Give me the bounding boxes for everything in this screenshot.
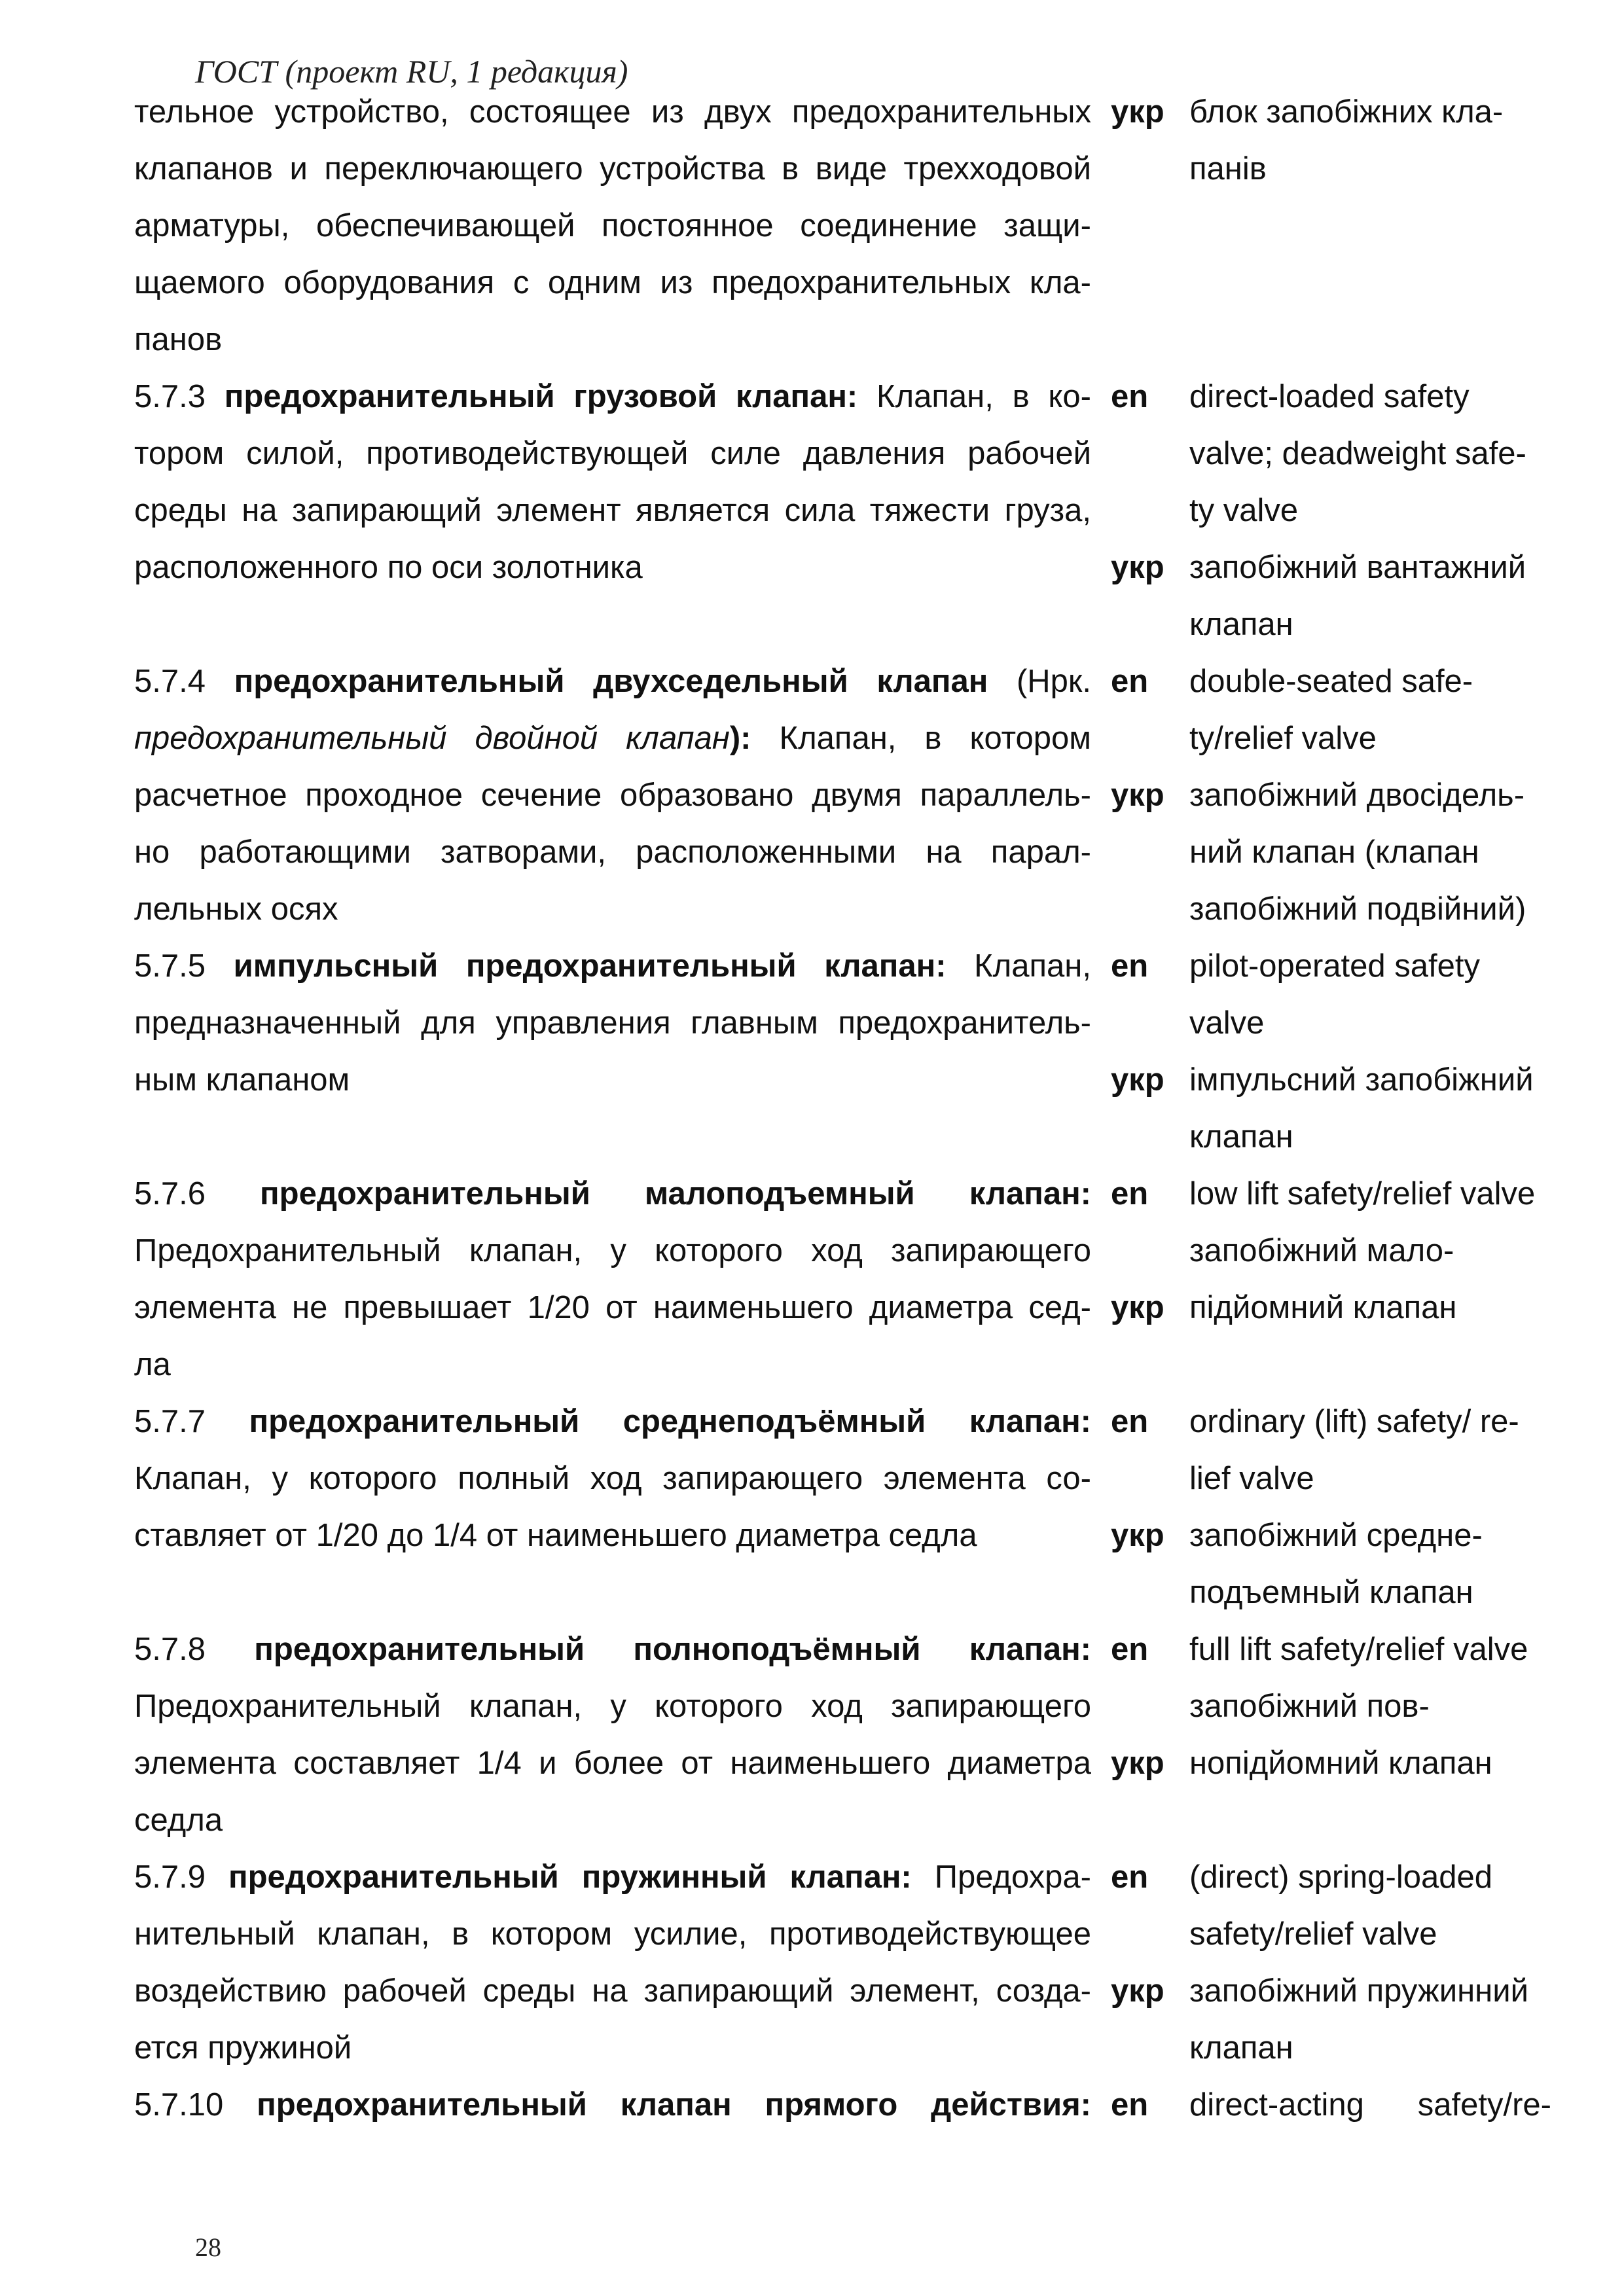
- term-definition-text: [134, 1621, 1091, 1678]
- term-definition-text: [134, 2077, 1091, 2134]
- term-definition-text: [134, 938, 1091, 995]
- language-code: укр: [1111, 1746, 1164, 1781]
- text-line: [0, 368, 1624, 425]
- text-run: Клапан,: [946, 948, 1091, 984]
- text-line: [0, 1963, 1624, 2020]
- text-line: [0, 881, 1624, 938]
- term-definition-text: [134, 1223, 1091, 1280]
- term-name: предохранительный среднеподъёмный клапан:: [249, 1404, 1091, 1439]
- term-name: предохранительный клапан прямого действия:: [257, 2087, 1091, 2123]
- text-run: 5.7.7: [134, 1404, 249, 1439]
- translation-text: direct-acting safety/re-: [1189, 2087, 1551, 2123]
- page-number: 28: [195, 2233, 221, 2262]
- term-name: ):: [729, 721, 751, 756]
- term-definition-text: [134, 767, 1091, 824]
- term-definition-text: [134, 1792, 1091, 1849]
- translation-text: запобіжний средне-: [1189, 1518, 1483, 1553]
- term-definition-text: [134, 198, 1091, 255]
- translation-text: lief valve: [1189, 1461, 1314, 1496]
- term-name: предохранительный пружинный клапан:: [228, 1859, 912, 1895]
- text-run: Клапан, в ко-: [857, 379, 1091, 414]
- translation-text: valve; deadweight safe-: [1189, 436, 1526, 471]
- text-run: 5.7.5: [134, 948, 234, 984]
- language-code: укр: [1111, 550, 1164, 585]
- term-definition-text: [134, 255, 1091, 312]
- text-run: расчетное проходное сечение образовано двумя параллель-: [134, 778, 1091, 813]
- language-code: en: [1111, 664, 1149, 699]
- translation-text: low lift safety/relief valve: [1189, 1176, 1536, 1211]
- term-definition-text: [134, 84, 1091, 141]
- translation-text: valve: [1189, 1005, 1265, 1041]
- language-code: en: [1111, 1859, 1149, 1895]
- translation-text: ordinary (lift) safety/ re-: [1189, 1404, 1519, 1439]
- translation-text: клапан: [1189, 607, 1293, 642]
- text-line: [0, 653, 1624, 710]
- text-run: воздействию рабочей среды на запирающий элемент, созда-: [134, 1973, 1091, 2009]
- term-definition-text: [134, 1906, 1091, 1963]
- translation-text: (direct) spring-loaded: [1189, 1859, 1492, 1895]
- language-code: укр: [1111, 94, 1164, 130]
- text-run: 5.7.4: [134, 664, 234, 699]
- text-run: но работающими затворами, расположенными на парал-: [134, 834, 1091, 870]
- language-code: укр: [1111, 778, 1164, 813]
- term-definition-text: [134, 1735, 1091, 1792]
- text-line: [0, 1678, 1624, 1735]
- text-run: Предохранительный клапан, у которого ход запирающего: [134, 1689, 1091, 1724]
- term-definition-text: [134, 1678, 1091, 1735]
- text-line: [0, 1393, 1624, 1450]
- text-line: [0, 482, 1624, 539]
- text-line: [0, 1109, 1624, 1166]
- term-definition-text: [134, 312, 1091, 368]
- translation-text: запобіжний подвійний): [1189, 891, 1526, 927]
- text-line: [0, 1280, 1624, 1336]
- language-code: укр: [1111, 1062, 1164, 1098]
- text-run: Предохра-: [911, 1859, 1091, 1895]
- text-run: 5.7.9: [134, 1859, 228, 1895]
- translation-text: запобіжний пов-: [1189, 1689, 1430, 1724]
- term-name: предохранительный полноподъёмный клапан:: [254, 1632, 1091, 1667]
- text-run: 5.7.10: [134, 2087, 257, 2123]
- text-run: ставляет от 1/20 до 1/4 от наименьшего диаметра седла: [134, 1518, 977, 1553]
- text-run: лельных осях: [134, 891, 338, 927]
- term-definition-text: [134, 824, 1091, 881]
- translation-text: імпульсний запобіжний: [1189, 1062, 1534, 1098]
- text-run: панов: [134, 322, 223, 357]
- text-run: клапанов и переключающего устройства в виде трехходовой: [134, 151, 1091, 187]
- text-run: ла: [134, 1347, 171, 1382]
- language-code: укр: [1111, 1973, 1164, 2009]
- term-definition-text: [134, 482, 1091, 539]
- term-definition-text: [134, 1393, 1091, 1450]
- text-run: среды на запирающий элемент является сила тяжести груза,: [134, 493, 1091, 528]
- term-definition-text: [134, 995, 1091, 1052]
- term-definition-text: [134, 881, 1091, 938]
- text-line: [0, 1849, 1624, 1906]
- language-code: en: [1111, 2087, 1149, 2123]
- text-run: Предохранительный клапан, у которого ход запирающего: [134, 1233, 1091, 1268]
- translation-text: подъемный клапан: [1189, 1575, 1473, 1610]
- text-run: Клапан, у которого полный ход запирающего элемента со-: [134, 1461, 1091, 1496]
- text-line: [0, 995, 1624, 1052]
- text-line: [0, 710, 1624, 767]
- term-name: предохранительный малоподъемный клапан:: [260, 1176, 1091, 1211]
- text-line: [0, 539, 1624, 596]
- text-run: тельное устройство, состоящее из двух предохранительных: [134, 94, 1091, 130]
- text-line: [0, 1450, 1624, 1507]
- translation-text: клапан: [1189, 1119, 1293, 1155]
- translation-text: full lift safety/relief valve: [1189, 1632, 1528, 1667]
- text-line: [0, 2020, 1624, 2077]
- term-definition-text: [134, 1507, 1091, 1564]
- text-run: предназначенный для управления главным предохранитель-: [134, 1005, 1091, 1041]
- translation-text: double-seated safe-: [1189, 664, 1473, 699]
- language-code: en: [1111, 1632, 1149, 1667]
- translation-text: direct-loaded safety: [1189, 379, 1470, 414]
- translation-text: запобіжний пружинний: [1189, 1973, 1528, 2009]
- text-line: [0, 425, 1624, 482]
- text-line: [0, 938, 1624, 995]
- language-code: en: [1111, 948, 1149, 984]
- language-code: en: [1111, 379, 1149, 414]
- term-definition-text: [134, 368, 1091, 425]
- translation-text: підйомний клапан: [1189, 1290, 1457, 1325]
- text-line: [0, 2077, 1624, 2134]
- text-line: [0, 84, 1624, 141]
- translation-text: клапан: [1189, 2030, 1293, 2066]
- text-line: [0, 198, 1624, 255]
- text-run: седла: [134, 1803, 223, 1838]
- text-line: [0, 1621, 1624, 1678]
- text-line: [0, 141, 1624, 198]
- text-run: 5.7.8: [134, 1632, 255, 1667]
- text-run: элемента не превышает 1/20 от наименьшего диаметра сед-: [134, 1290, 1091, 1325]
- text-run: 5.7.3: [134, 379, 225, 414]
- term-definition-text: [134, 539, 1091, 596]
- term-definition-text: [134, 1963, 1091, 2020]
- text-run: (Нрк.: [988, 664, 1091, 699]
- term-definition-text: [134, 1280, 1091, 1336]
- text-run: ным клапаном: [134, 1062, 350, 1098]
- text-line: [0, 596, 1624, 653]
- language-code: en: [1111, 1176, 1149, 1211]
- translation-text: pilot-operated safety: [1189, 948, 1480, 984]
- term-name: предохранительный двухседельный клапан: [234, 664, 988, 699]
- term-definition-text: [134, 653, 1091, 710]
- text-line: [0, 1792, 1624, 1849]
- text-line: [0, 824, 1624, 881]
- text-line: [0, 255, 1624, 312]
- translation-text: запобіжний двосідель-: [1189, 778, 1525, 813]
- text-line: [0, 1735, 1624, 1792]
- term-definition-text: [134, 1166, 1091, 1223]
- term-name: импульсный предохранительный клапан:: [233, 948, 947, 984]
- deprecated-term: предохранительный двойной клапан: [134, 721, 730, 756]
- term-definition-text: [134, 1052, 1091, 1109]
- text-line: [0, 767, 1624, 824]
- translation-text: запобіжний вантажний: [1189, 550, 1526, 585]
- text-run: Клапан, в котором: [751, 721, 1091, 756]
- translation-text: запобіжний мало-: [1189, 1233, 1454, 1268]
- term-definition-text: [134, 1849, 1091, 1906]
- translation-text: safety/relief valve: [1189, 1916, 1437, 1952]
- text-line: [0, 312, 1624, 368]
- text-run: расположенного по оси золотника: [134, 550, 643, 585]
- language-code: en: [1111, 1404, 1149, 1439]
- text-run: ется пружиной: [134, 2030, 352, 2066]
- text-run: нительный клапан, в котором усилие, противодействующее: [134, 1916, 1091, 1952]
- term-definition-text: [134, 1336, 1091, 1393]
- text-line: [0, 1052, 1624, 1109]
- text-run: щаемого оборудования с одним из предохранительных кла-: [134, 265, 1091, 300]
- term-definition-text: [134, 141, 1091, 198]
- text-line: [0, 1336, 1624, 1393]
- text-run: элемента составляет 1/4 и более от наименьшего диаметра: [134, 1746, 1091, 1781]
- translation-text: ty valve: [1189, 493, 1299, 528]
- translation-text: нопідйомний клапан: [1189, 1746, 1492, 1781]
- text-run: тором силой, противодействующей силе давления рабочей: [134, 436, 1091, 471]
- text-run: 5.7.6: [134, 1176, 261, 1211]
- text-run: арматуры, обеспечивающей постоянное соединение защи-: [134, 208, 1091, 243]
- term-definition-text: [134, 1450, 1091, 1507]
- text-line: [0, 1564, 1624, 1621]
- translation-text: ний клапан (клапан: [1189, 834, 1479, 870]
- running-header: ГОСТ (проект RU, 1 редакция): [195, 53, 628, 90]
- translation-text: ty/relief valve: [1189, 721, 1377, 756]
- text-line: [0, 1507, 1624, 1564]
- term-definition-text: [134, 425, 1091, 482]
- term-definition-text: [134, 710, 1091, 767]
- text-line: [0, 1166, 1624, 1223]
- text-line: [0, 1906, 1624, 1963]
- text-line: [0, 1223, 1624, 1280]
- translation-text: панів: [1189, 151, 1267, 187]
- term-name: предохранительный грузовой клапан:: [224, 379, 858, 414]
- term-definition-text: [134, 2020, 1091, 2077]
- language-code: укр: [1111, 1290, 1164, 1325]
- language-code: укр: [1111, 1518, 1164, 1553]
- translation-text: блок запобіжних кла-: [1189, 94, 1504, 130]
